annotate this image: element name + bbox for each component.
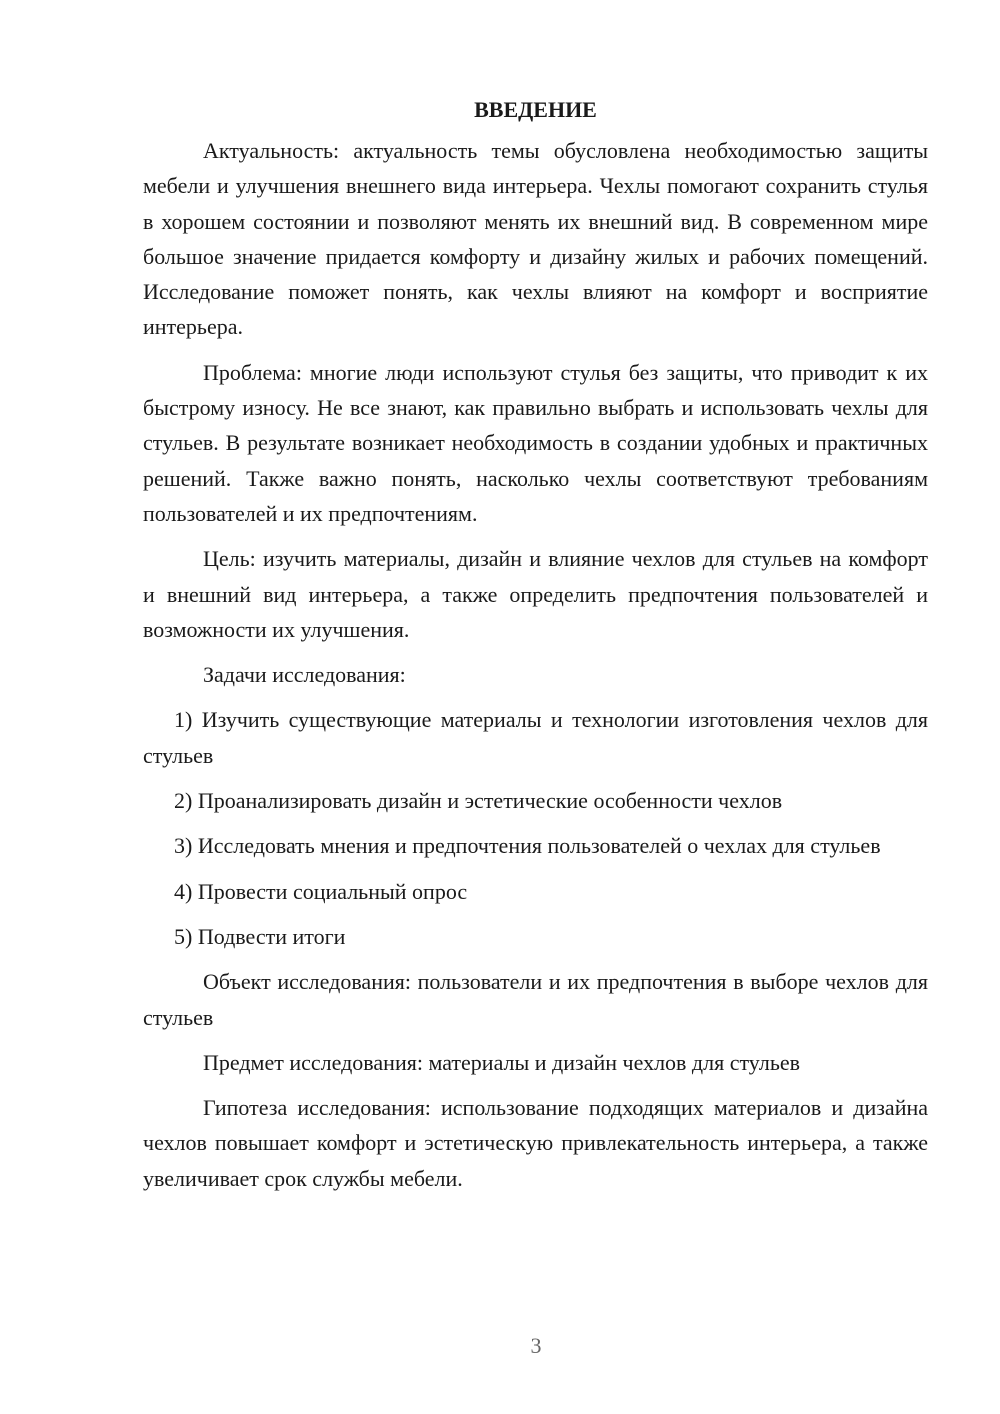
paragraph-relevance: Актуальность: актуальность темы обусловлена необходимостью защиты мебели и улучшения внешнего вида интерьера. Чехлы помогают сохранить стулья в хорошем состоянии и позволяют менять их внешний вид. В современном мире большое значение придается комфорту и дизайну жилых и рабочих помещений. Исследование поможет понять, как чехлы влияют на комфорт и восприятие интерьера.: [143, 138, 928, 340]
page-number: 3: [530, 1333, 542, 1358]
task-item: 4) Провести социальный опрос: [174, 878, 468, 904]
task-item: 3) Исследовать мнения и предпочтения пользователей о чехлах для стульев: [174, 833, 881, 859]
task-item: 5) Подвести итоги: [174, 923, 346, 949]
paragraph-goal: Цель: изучить материалы, дизайн и влияние чехлов для стульев на комфорт и внешний вид интерьера, а также определить предпочтения пользователей и возможности их улучшения.: [143, 546, 928, 642]
section-title: ВВЕДЕНИЕ: [474, 97, 597, 122]
task-item: 1) Изучить существующие материалы и технологии изготовления чехлов для стульев: [143, 707, 928, 768]
paragraph-problem: Проблема: многие люди используют стулья без защиты, что приводит к их быстрому износу. Не все знают, как правильно выбрать и использовать чехлы для стульев. В результате возникает необходимость в создании удобных и практичных решений. Также важно понять, насколько чехлы соответствуют требованиям пользователей и их предпочтениям.: [143, 359, 928, 526]
paragraph-tasks-heading: Задачи исследования:: [203, 662, 406, 688]
paragraph-object: Объект исследования: пользователи и их предпочтения в выборе чехлов для стульев: [143, 969, 928, 1030]
paragraph-subject: Предмет исследования: материалы и дизайн чехлов для стульев: [203, 1049, 801, 1075]
document-page: [143, 92, 928, 1206]
task-item: 2) Проанализировать дизайн и эстетические особенности чехлов: [174, 788, 783, 814]
paragraph-hypothesis: Гипотеза исследования: использование подходящих материалов и дизайна чехлов повышает комфорт и эстетическую привлекательность интерьера, а также увеличивает срок службы мебели.: [143, 1095, 928, 1191]
